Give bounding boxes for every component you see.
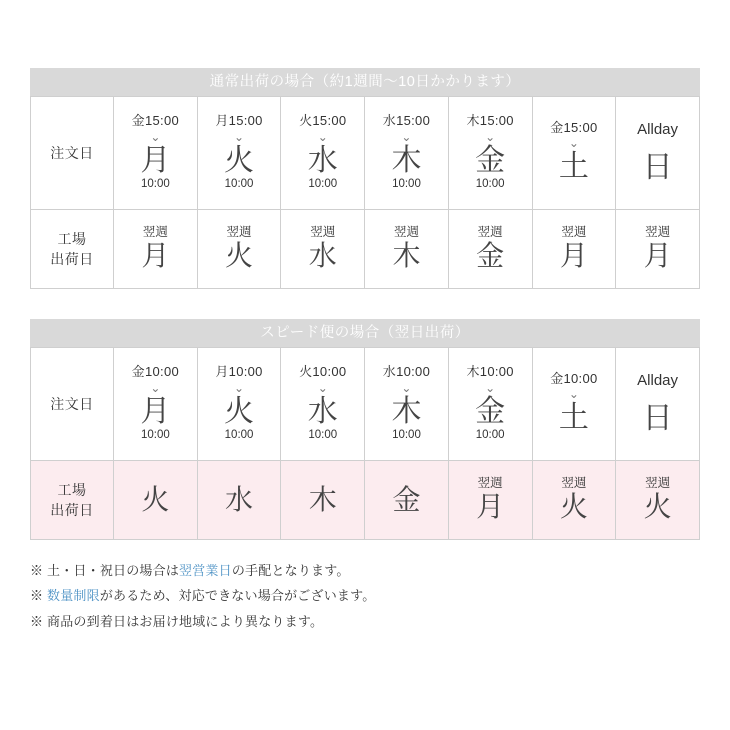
order-day-label: 火 [224, 143, 255, 177]
order-allday-label: Allday [637, 120, 679, 138]
order-time-label: 10:00 [224, 428, 254, 441]
chevron-down-icon: ⌄ [150, 380, 161, 395]
chevron-down-icon: ⌄ [317, 129, 328, 144]
order-day-label: 水 [307, 143, 338, 177]
order-cell [532, 97, 616, 210]
ship-cell [114, 461, 198, 540]
order-cutoff-label: 月10:00 [215, 364, 263, 380]
chevron-down-icon: ⌄ [568, 136, 579, 151]
row-label-order-date: 注文日 [31, 348, 114, 461]
ship-day-label: 金 [392, 483, 421, 515]
ship-cell [197, 210, 281, 289]
ship-week-label: 翌週 [142, 225, 168, 240]
order-cutoff-label: 金10:00 [550, 371, 598, 387]
order-day-label: 金 [475, 394, 506, 428]
ship-day-label: 月 [559, 240, 588, 272]
note-prefix: ※ [30, 563, 48, 578]
ship-cell [114, 210, 198, 289]
row-label-line2: 出荷日 [50, 251, 94, 267]
note-highlight: 翌営業日 [179, 563, 232, 578]
ship-day-label: 水 [308, 240, 337, 272]
ship-day-label: 月 [476, 491, 505, 523]
ship-week-label: 翌週 [477, 476, 503, 491]
ship-cell [532, 210, 616, 289]
chevron-down-icon: ⌄ [234, 129, 245, 144]
ship-cell [616, 461, 700, 540]
ship-cell [448, 461, 532, 540]
chevron-down-icon: ⌄ [234, 380, 245, 395]
ship-cell [532, 461, 616, 540]
ship-cell [616, 210, 700, 289]
order-day-label: 日 [642, 402, 673, 436]
order-day-label: 日 [642, 151, 673, 185]
order-time-label: 10:00 [475, 428, 505, 441]
ship-cell [281, 210, 365, 289]
row-label-ship-date [31, 210, 114, 289]
ship-week-label: 翌週 [226, 225, 252, 240]
order-cell [114, 348, 198, 461]
block-title-express: スピード便の場合（翌日出荷） [30, 319, 700, 347]
order-cell [365, 348, 449, 461]
order-day-label: 月 [140, 143, 171, 177]
note-text: 商品の到着日はお届け地域により異なります。 [47, 613, 324, 629]
order-time-label: 10:00 [224, 177, 254, 190]
ship-day-label: 木 [308, 483, 337, 515]
table-row [31, 210, 700, 289]
ship-day-label: 火 [225, 240, 254, 272]
note-text: 土・日・祝日の場合は [47, 563, 180, 578]
order-cutoff-label: 木15:00 [466, 113, 514, 129]
row-label-order-date: 注文日 [31, 97, 114, 210]
note-prefix: ※ [30, 613, 48, 629]
order-cell [448, 348, 532, 461]
order-time-label: 10:00 [308, 428, 338, 441]
row-label-line2: 出荷日 [50, 502, 94, 518]
chevron-down-icon: ⌄ [568, 387, 579, 402]
order-time-label: 10:00 [140, 177, 170, 190]
chevron-down-icon: ⌄ [150, 129, 161, 144]
ship-day-label: 金 [476, 240, 505, 272]
ship-cell [281, 461, 365, 540]
order-cell [448, 97, 532, 210]
order-cell [281, 97, 365, 210]
order-cell [114, 97, 198, 210]
ship-week-label: 翌週 [561, 225, 587, 240]
ship-day-label: 月 [643, 240, 672, 272]
chevron-down-icon: ⌄ [485, 129, 496, 144]
ship-week-label: 翌週 [645, 225, 671, 240]
order-day-label: 月 [140, 394, 171, 428]
ship-cell [365, 210, 449, 289]
ship-week-label: 翌週 [645, 476, 671, 491]
table-row [31, 348, 700, 461]
order-cutoff-label: 金10:00 [131, 364, 180, 380]
ship-day-label: 月 [141, 240, 170, 272]
note-line [30, 609, 700, 634]
ship-week-label: 翌週 [477, 225, 503, 240]
notes-list [30, 558, 700, 634]
ship-week-label: 翌週 [310, 225, 336, 240]
block-title-normal: 通常出荷の場合（約1週間〜10日かかります） [30, 68, 700, 96]
ship-day-label: 水 [225, 483, 254, 515]
order-day-label: 水 [307, 394, 338, 428]
row-label-line1: 工場 [57, 230, 87, 247]
chevron-down-icon: ⌄ [485, 380, 496, 395]
ship-cell [197, 461, 281, 540]
schedule-block-express [30, 319, 700, 540]
note-text-tail: の手配となります。 [231, 563, 350, 578]
order-cell [532, 348, 616, 461]
order-cutoff-label: 水10:00 [382, 364, 431, 380]
order-cutoff-label: 金15:00 [131, 113, 180, 129]
note-line [30, 558, 700, 583]
schedule-table-normal [30, 96, 700, 289]
order-allday-label: Allday [637, 371, 679, 389]
order-day-label: 木 [391, 143, 422, 177]
block-spacer [30, 289, 700, 319]
ship-day-label: 火 [141, 483, 170, 515]
schedule-block-normal [30, 68, 700, 289]
order-cell [365, 97, 449, 210]
order-cell [281, 348, 365, 461]
chevron-down-icon: ⌄ [401, 129, 412, 144]
note-highlight: 数量制限 [47, 588, 100, 604]
table-row [31, 97, 700, 210]
order-time-label: 10:00 [392, 428, 421, 441]
order-cell [197, 348, 281, 461]
note-text-tail: があるため、対応できない場合がございます。 [99, 588, 376, 604]
order-day-label: 土 [558, 150, 589, 184]
order-cutoff-label: 火10:00 [299, 364, 347, 380]
order-time-label: 10:00 [140, 428, 170, 441]
order-cell [197, 97, 281, 210]
order-day-label: 土 [558, 401, 589, 435]
ship-day-label: 木 [392, 240, 421, 272]
order-day-label: 木 [391, 394, 422, 428]
ship-cell [365, 461, 449, 540]
order-day-label: 金 [475, 143, 506, 177]
chevron-down-icon: ⌄ [317, 380, 328, 395]
ship-day-label: 火 [559, 491, 588, 523]
row-label-ship-date [31, 461, 114, 540]
table-row-highlight [31, 461, 700, 540]
row-label-line1: 工場 [57, 481, 87, 498]
order-cutoff-label: 月15:00 [215, 113, 263, 129]
order-day-label: 火 [224, 394, 255, 428]
ship-week-label: 翌週 [393, 225, 419, 240]
ship-week-label: 翌週 [561, 476, 587, 491]
order-cutoff-label: 金15:00 [550, 120, 598, 136]
order-time-label: 10:00 [392, 177, 421, 190]
order-cell-allday [616, 348, 700, 461]
note-line [30, 583, 700, 608]
ship-day-label: 火 [643, 491, 672, 523]
schedule-table-express [30, 347, 700, 540]
order-cutoff-label: 火15:00 [299, 113, 347, 129]
ship-cell [448, 210, 532, 289]
order-time-label: 10:00 [308, 177, 338, 190]
order-time-label: 10:00 [475, 177, 505, 190]
order-cell-allday [616, 97, 700, 210]
order-cutoff-label: 木10:00 [466, 364, 514, 380]
chevron-down-icon: ⌄ [401, 380, 412, 395]
note-prefix: ※ [30, 588, 48, 604]
order-cutoff-label: 水15:00 [382, 113, 431, 129]
